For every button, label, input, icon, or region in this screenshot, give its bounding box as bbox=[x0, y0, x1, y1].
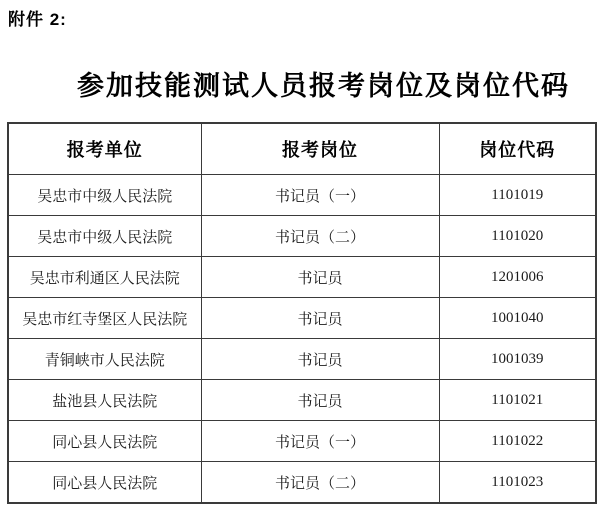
page-title: 参加技能测试人员报考岗位及岗位代码 bbox=[77, 71, 570, 101]
table-row bbox=[8, 216, 596, 257]
table-cell-code: 1101021 bbox=[439, 380, 596, 421]
table-cell-position: 书记员（二） bbox=[201, 216, 439, 257]
table-cell-unit: 青铜峡市人民法院 bbox=[8, 339, 201, 380]
table-header-row bbox=[8, 123, 596, 175]
column-header-position: 报考岗位 bbox=[201, 123, 439, 175]
table-cell-position: 书记员（一） bbox=[201, 421, 439, 462]
table-cell-position: 书记员 bbox=[201, 257, 439, 298]
table-cell-unit: 吴忠市中级人民法院 bbox=[8, 216, 201, 257]
table-cell-code: 1101019 bbox=[439, 175, 596, 216]
table-row bbox=[8, 339, 596, 380]
table-cell-unit: 盐池县人民法院 bbox=[8, 380, 201, 421]
table-cell-code: 1101023 bbox=[439, 462, 596, 504]
positions-table bbox=[7, 122, 597, 504]
table-cell-unit: 同心县人民法院 bbox=[8, 421, 201, 462]
table-row bbox=[8, 421, 596, 462]
table-cell-code: 1001040 bbox=[439, 298, 596, 339]
table-row bbox=[8, 298, 596, 339]
column-header-unit: 报考单位 bbox=[8, 123, 201, 175]
table-cell-unit: 吴忠市中级人民法院 bbox=[8, 175, 201, 216]
table-cell-unit: 同心县人民法院 bbox=[8, 462, 201, 504]
table-cell-code: 1001039 bbox=[439, 339, 596, 380]
table-cell-code: 1101020 bbox=[439, 216, 596, 257]
table-row bbox=[8, 257, 596, 298]
table-cell-position: 书记员 bbox=[201, 298, 439, 339]
table-row bbox=[8, 175, 596, 216]
table-cell-code: 1101022 bbox=[439, 421, 596, 462]
table-cell-unit: 吴忠市利通区人民法院 bbox=[8, 257, 201, 298]
table-cell-unit: 吴忠市红寺堡区人民法院 bbox=[8, 298, 201, 339]
table-cell-code: 1201006 bbox=[439, 257, 596, 298]
column-header-code: 岗位代码 bbox=[439, 123, 596, 175]
table-cell-position: 书记员 bbox=[201, 339, 439, 380]
table-row bbox=[8, 462, 596, 504]
table-body bbox=[8, 175, 596, 504]
table-row bbox=[8, 380, 596, 421]
attachment-label: 附件 2: bbox=[8, 10, 67, 29]
table-cell-position: 书记员 bbox=[201, 380, 439, 421]
table-cell-position: 书记员（一） bbox=[201, 175, 439, 216]
table-cell-position: 书记员（二） bbox=[201, 462, 439, 504]
